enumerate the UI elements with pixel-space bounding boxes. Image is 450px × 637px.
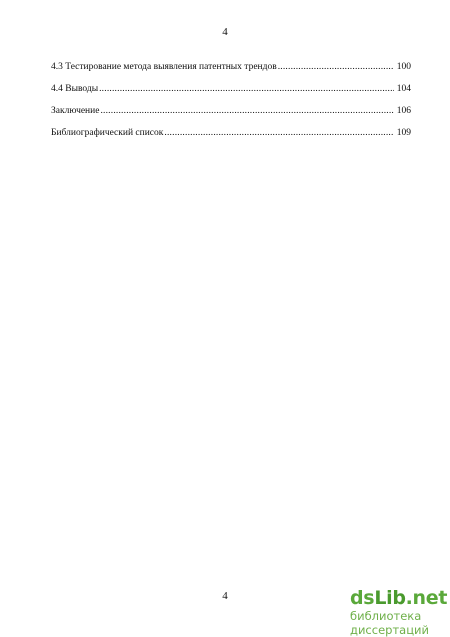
logo-lib-text: Lib — [374, 587, 406, 609]
toc-entry-page: 106 — [396, 106, 411, 116]
toc-entry-title: 4.4 Выводы — [51, 84, 99, 94]
toc-leader-dots — [100, 105, 394, 117]
dslib-logo — [350, 587, 448, 609]
page-number-top: 4 — [222, 26, 228, 38]
toc-entry — [51, 61, 411, 83]
toc-entry-title: 4.3 Тестирование метода выявления патентных трендов — [51, 62, 277, 72]
table-of-contents — [51, 61, 411, 149]
dslib-subtitle: библиотека диссертаций — [350, 609, 429, 637]
toc-entry-page: 109 — [396, 128, 411, 138]
toc-entry-page: 100 — [396, 62, 411, 72]
toc-entry — [51, 83, 411, 105]
toc-entry-title: Библиографический список — [51, 128, 164, 138]
page-number-bottom: 4 — [222, 590, 228, 602]
logo-net-text: .net — [405, 587, 448, 609]
toc-leader-dots — [164, 127, 394, 139]
logo-ds-text: ds — [350, 587, 375, 609]
toc-entry-page: 104 — [396, 84, 411, 94]
toc-leader-dots — [278, 61, 394, 73]
dslib-watermark — [350, 587, 448, 637]
toc-entry-title: Заключение — [51, 106, 100, 116]
toc-leader-dots — [99, 83, 394, 95]
toc-entry — [51, 105, 411, 127]
toc-entry — [51, 127, 411, 149]
